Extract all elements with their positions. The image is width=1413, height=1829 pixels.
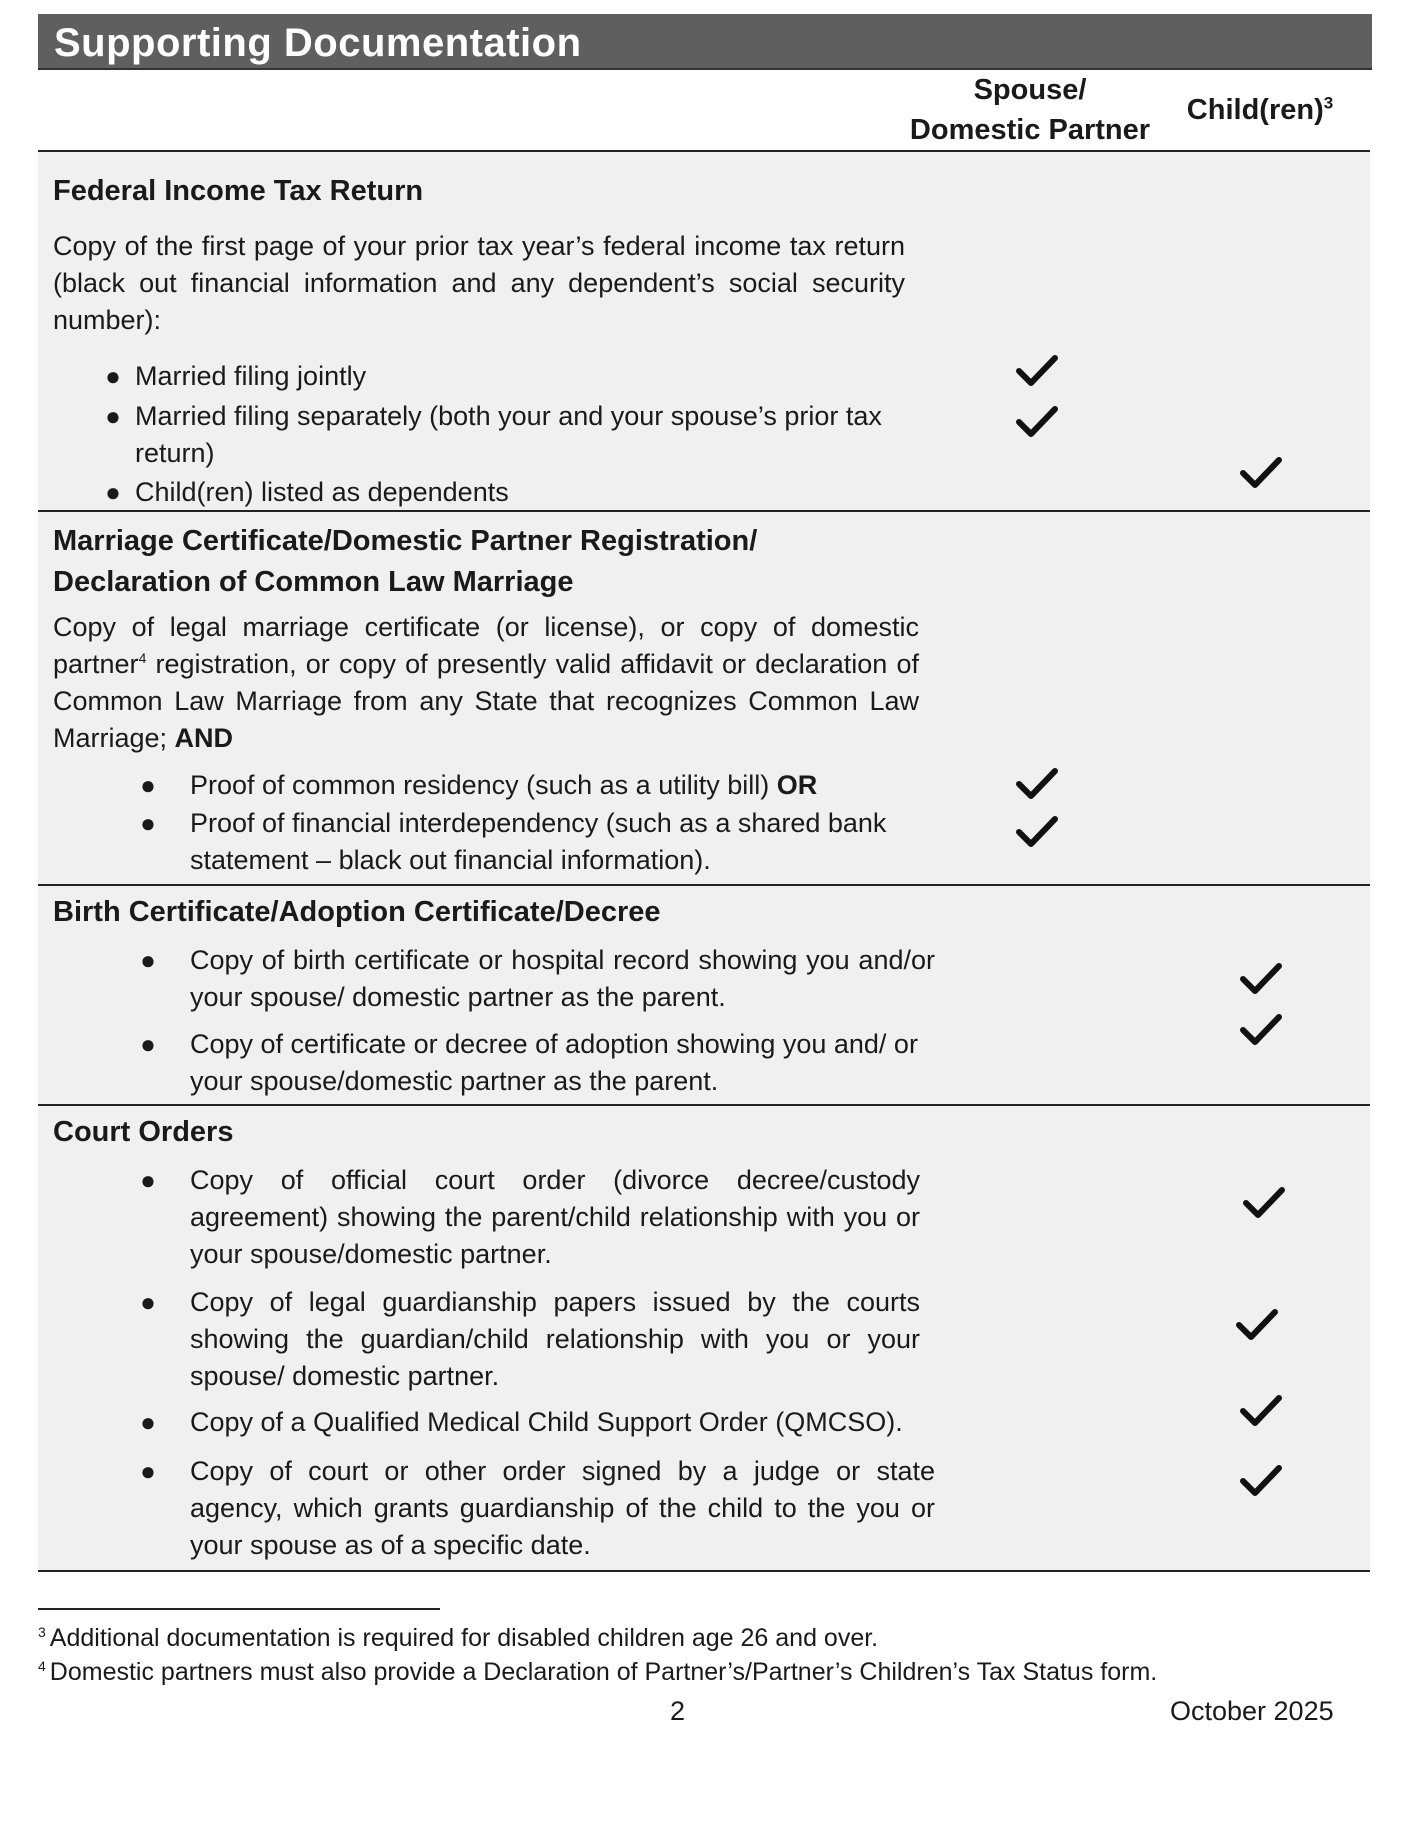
footnote-rule: [38, 1608, 440, 1610]
title-bar: [38, 14, 1372, 70]
list-item-text: Copy of a Qualified Medical Child Support Order (QMCSO).: [190, 1407, 903, 1437]
header-divider: [38, 150, 1370, 152]
document-date: October 2025: [1170, 1696, 1334, 1726]
list-item-text: Married filing jointly: [135, 361, 367, 391]
list-item-text: Child(ren) listed as dependents: [135, 477, 509, 507]
checkmark-icon: [1016, 766, 1058, 802]
bullet: ●: [140, 945, 156, 975]
footnote-number: 4: [38, 1657, 46, 1674]
footnote-ref-3: 3: [1323, 93, 1334, 113]
column-header-spouse-line1: Spouse/: [973, 74, 1087, 106]
intro-bold: AND: [174, 723, 234, 753]
footnote-text: Domestic partners must also provide a Declaration of Partner’s/Partner’s Children’s Tax Status form.: [49, 1658, 1158, 1686]
footnote-number: 3: [38, 1623, 46, 1640]
section-divider: [38, 884, 1370, 886]
section-title-line2: Declaration of Common Law Marriage: [53, 566, 574, 598]
checkmark-icon: [1016, 353, 1058, 389]
list-item-text: Copy of birth certificate or hospital record showing you and/or your spouse/ domestic partner as the parent.: [190, 945, 935, 1012]
column-header-spouse-line2: Domestic Partner: [909, 114, 1151, 146]
page-number: 2: [670, 1696, 686, 1726]
checkmark-icon: [1240, 1393, 1282, 1429]
footnote-3: [38, 1622, 878, 1654]
checkmark-icon: [1240, 961, 1282, 997]
bullet: ●: [105, 361, 121, 391]
footnote-4: [38, 1656, 1157, 1688]
list-item-text: Copy of legal guardianship papers issued by the courts showing the guardian/child relationship with you or your spouse/ domestic partner.: [190, 1287, 920, 1391]
section-title: Court Orders: [53, 1116, 234, 1148]
intro-text-b: registration, or copy of presently valid affidavit or declaration of Common Law Marriage from any State that recognizes Common Law Marriage;: [53, 649, 919, 753]
section-title-line1: Marriage Certificate/Domestic Partner Registration/: [53, 525, 758, 557]
checkmark-icon: [1240, 455, 1282, 491]
section-title: Federal Income Tax Return: [53, 175, 424, 207]
table-bottom-rule: [38, 1570, 1370, 1572]
checkmark-icon: [1243, 1185, 1285, 1221]
column-header-children-label: Child(ren): [1186, 94, 1324, 126]
bullet: ●: [140, 808, 156, 838]
bullet: ●: [140, 1029, 156, 1059]
section-intro: Copy of the first page of your prior tax year’s federal income tax return (black out financial information and any dependent’s social security number):: [53, 231, 905, 335]
page-title: Supporting Documentation: [54, 21, 582, 65]
section-divider: [38, 1104, 1370, 1106]
footnote-ref-4: 4: [138, 650, 147, 666]
checkmark-icon: [1240, 1012, 1282, 1048]
list-item-text-main: Proof of common residency (such as a utility bill): [190, 770, 777, 800]
bullet: ●: [140, 1407, 156, 1437]
bullet: ●: [140, 1456, 156, 1486]
column-header-children: [1170, 90, 1350, 130]
column-header-spouse: [895, 70, 1165, 150]
checkmark-icon: [1016, 404, 1058, 440]
list-item-text: Copy of court or other order signed by a judge or state agency, which grants guardianship of the child to the you or your spouse as of a specific date.: [190, 1456, 935, 1560]
intro-text-a: Copy of legal marriage certificate (or license), or copy of domestic partner: [53, 612, 919, 679]
list-item-text: Copy of official court order (divorce decree/custody agreement) showing the parent/child relationship with you or your spouse/domestic partner.: [190, 1165, 920, 1269]
section-intro: [53, 609, 919, 757]
checkmark-icon: [1236, 1307, 1278, 1343]
bullet: ●: [140, 1165, 156, 1195]
list-item-text: Copy of certificate or decree of adoption showing you and/ or your spouse/domestic partner as the parent.: [190, 1029, 918, 1096]
bullet: ●: [140, 770, 156, 800]
footnote-text: Additional documentation is required for disabled children age 26 and over.: [49, 1624, 879, 1652]
section-title: Birth Certificate/Adoption Certificate/Decree: [53, 896, 661, 928]
bullet: ●: [140, 1287, 156, 1317]
checkmark-icon: [1016, 814, 1058, 850]
list-item-text: Proof of financial interdependency (such as a shared bank statement – black out financial information).: [190, 808, 887, 875]
checkmark-icon: [1240, 1463, 1282, 1499]
bullet: ●: [105, 477, 121, 507]
list-item-text-bold: OR: [776, 770, 818, 800]
list-item-text: Married filing separately (both your and your spouse’s prior tax return): [135, 401, 882, 468]
bullet: ●: [105, 401, 121, 431]
list-item-text: [190, 767, 935, 804]
